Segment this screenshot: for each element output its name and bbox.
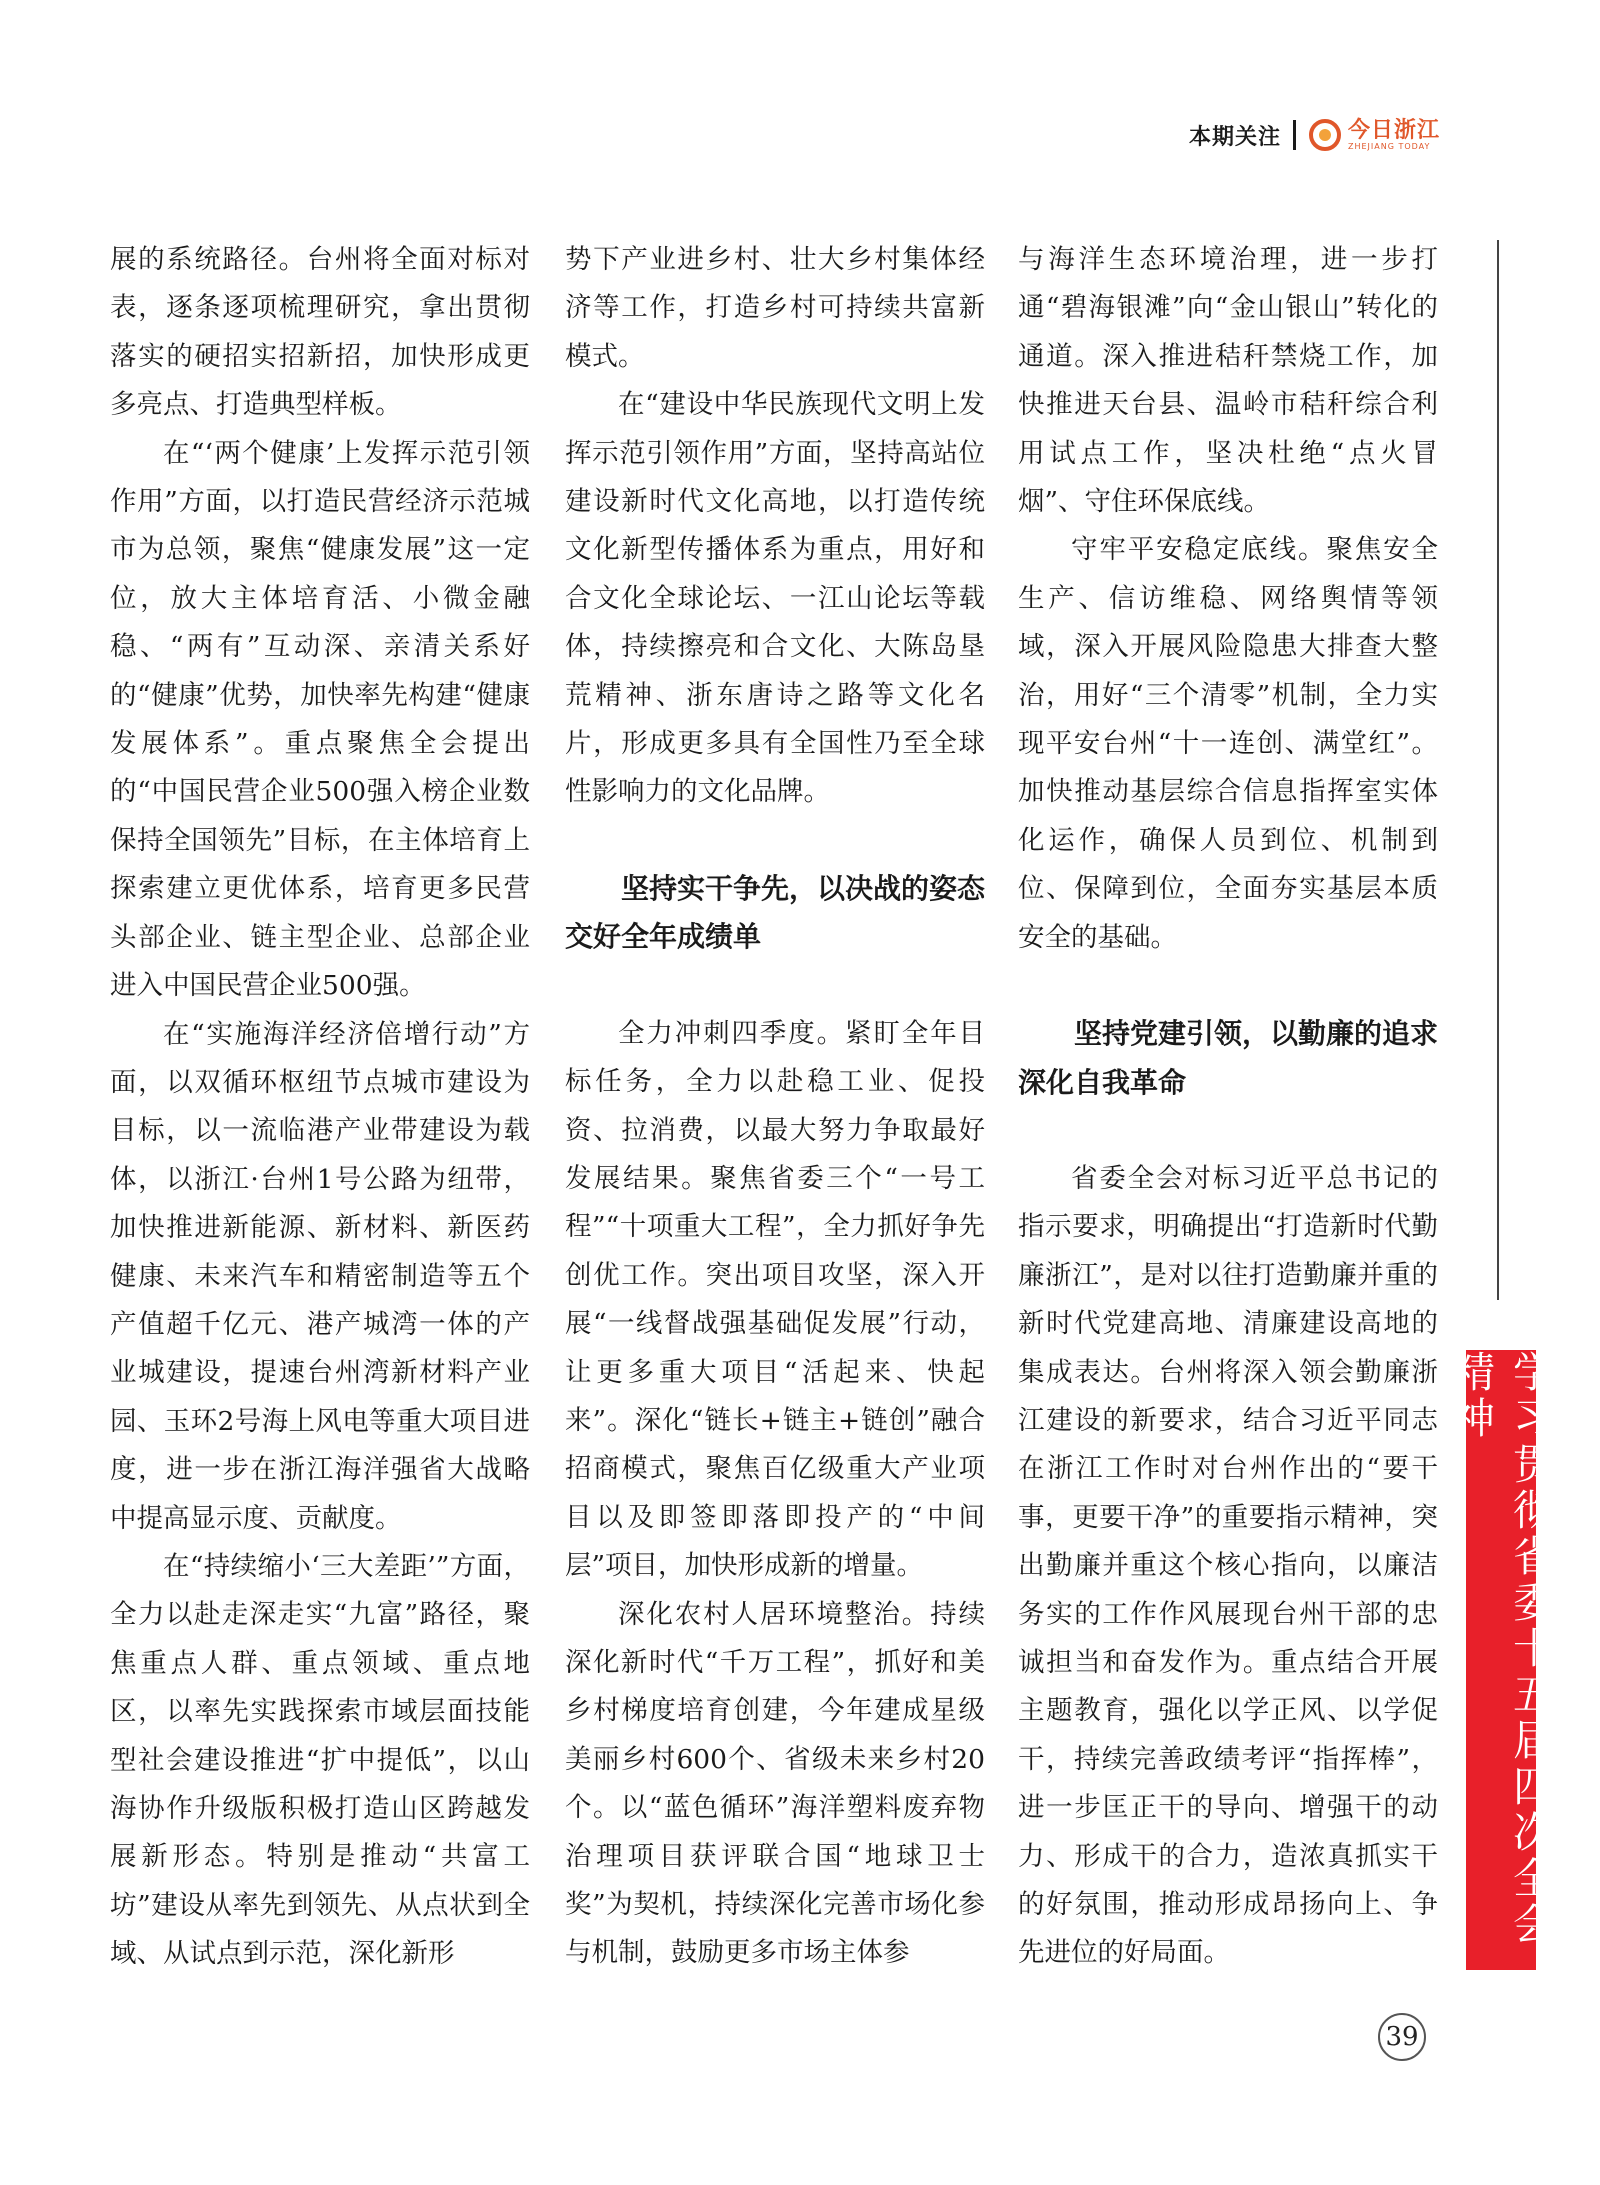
section-heading: 坚持实干争先，以决战的姿态交好全年成绩单	[565, 871, 986, 954]
column-3	[1018, 236, 1438, 1978]
column-2	[565, 236, 985, 1978]
paragraph: 深化农村人居环境整治。持续深化新时代“千万工程”，抓好和美乡村梯度培育创建，今年建成星级美丽乡村600个、省级未来乡村20个。以“蓝色循环”海洋塑料废弃物治理项目获评联合国“地球卫士奖”为契机，持续深化完善市场化参与机制，鼓励更多市场主体参	[565, 1598, 985, 1969]
logo-english: ZHEJIANG TODAY	[1347, 142, 1431, 151]
margin-rule	[1497, 240, 1499, 1300]
logo-icon	[1308, 118, 1342, 152]
side-banner-text: 学习贯彻省委十五届四次全会精神	[1447, 1350, 1556, 1948]
section-heading: 坚持党建引领，以勤廉的追求深化自我革命	[1018, 1017, 1439, 1099]
paragraph: 与海洋生态环境治理，进一步打通“碧海银滩”向“金山银山”转化的通道。深入推进秸秆禁烧工作，加快推进天台县、温岭市秸秆综合利用试点工作，坚决杜绝“点火冒烟”、守住环保底线。	[1018, 244, 1438, 518]
magazine-logo	[1308, 118, 1440, 152]
page-header	[1189, 118, 1440, 152]
column-1	[110, 236, 530, 1979]
paragraph: 在“持续缩小‘三大差距’”方面，全力以赴走深走实“九富”路径，聚焦重点人群、重点领域、重点地区，以率先实践探索市域层面技能型社会建设推进“扩中提低”，以山海协作升级版积极打造山区跨越发展新形态。特别是推动“共富工坊”建设从率先到领先、从点状到全域、从试点到示范，深化新形	[110, 1550, 530, 1970]
paragraph: 势下产业进乡村、壮大乡村集体经济等工作，打造乡村可持续共富新模式。	[565, 244, 985, 372]
paragraph: 省委全会对标习近平总书记的指示要求，明确提出“打造新时代勤廉浙江”，是对以往打造勤廉并重的新时代党建高地、清廉建设高地的集成表达。台州将深入领会勤廉浙江建设的新要求，结合习近平同志在浙江工作时对台州作出的“要干事，更要干净”的重要指示精神，突出勤廉并重这个核心指向，以廉洁务实的工作作风展现台州干部的忠诚担当和奋发作为。重点结合开展主题教育，强化以学正风、以学促干，持续完善政绩考评“指挥棒”，进一步匡正干的导向、增强干的动力、形成干的合力，造浓真抓实干的好氛围，推动形成昂扬向上、争先进位的好局面。	[1018, 1162, 1438, 1969]
paragraph: 全力冲刺四季度。紧盯全年目标任务，全力以赴稳工业、促投资、拉消费，以最大努力争取最好发展结果。聚焦省委三个“一号工程”“十项重大工程”，全力抓好争先创优工作。突出项目攻坚，深入开展“一线督战强基础促发展”行动，让更多重大项目“活起来、快起来”。深化“链长+链主+链创”融合招商模式，聚焦百亿级重大产业项目以及即签即落即投产的“中间层”项目，加快形成新的增量。	[565, 1017, 985, 1582]
logo-chinese: 今日浙江	[1347, 117, 1440, 143]
header-divider	[1293, 120, 1296, 150]
paragraph: 展的系统路径。台州将全面对标对表，逐条逐项梳理研究，拿出贯彻落实的硬招实招新招，加快形成更多亮点、打造典型样板。	[110, 244, 530, 421]
paragraph: 守牢平安稳定底线。聚焦安全生产、信访维稳、网络舆情等领域，深入开展风险隐患大排查大整治，用好“三个清零”机制，全力实现平安台州“十一连创、满堂红”。加快推动基层综合信息指挥室实体化运作，确保人员到位、机制到位、保障到位，全面夯实基层本质安全的基础。	[1018, 534, 1438, 953]
paragraph: 在“建设中华民族现代文明上发挥示范引领作用”方面，坚持高站位建设新时代文化高地，以打造传统文化新型传播体系为重点，用好和合文化全球论坛、一江山论坛等载体，持续擦亮和合文化、大陈岛垦荒精神、浙东唐诗之路等文化名片，形成更多具有全国性乃至全球性影响力的文化品牌。	[565, 389, 985, 808]
side-banner	[1447, 1350, 1556, 1970]
paragraph: 在“实施海洋经济倍增行动”方面，以双循环枢纽节点城市建设为目标，以一流临港产业带建设为载体，以浙江·台州1号公路为纽带，加快推进新能源、新材料、新医药健康、未来汽车和精密制造等五个产值超千亿元、港产城湾一体的产业城建设，提速台州湾新材料产业园、玉环2号海上风电等重大项目进度，进一步在浙江海洋强省大战略中提高显示度、贡献度。	[110, 1018, 530, 1534]
page-number: 39	[1378, 2013, 1426, 2061]
section-title: 本期关注	[1188, 124, 1281, 150]
paragraph: 在“‘两个健康’上发挥示范引领作用”方面，以打造民营经济示范城市为总领，聚焦“健康发展”这一定位，放大主体培育活、小微金融稳、“两有”互动深、亲清关系好的“健康”优势，加快率先构建“健康发展体系”。重点聚焦全会提出的“中国民营企业500强入榜企业数保持全国领先”目标，在主体培育上探索建立更优体系，培育更多民营头部企业、链主型企业、总部企业进入中国民营企业500强。	[110, 437, 530, 1002]
